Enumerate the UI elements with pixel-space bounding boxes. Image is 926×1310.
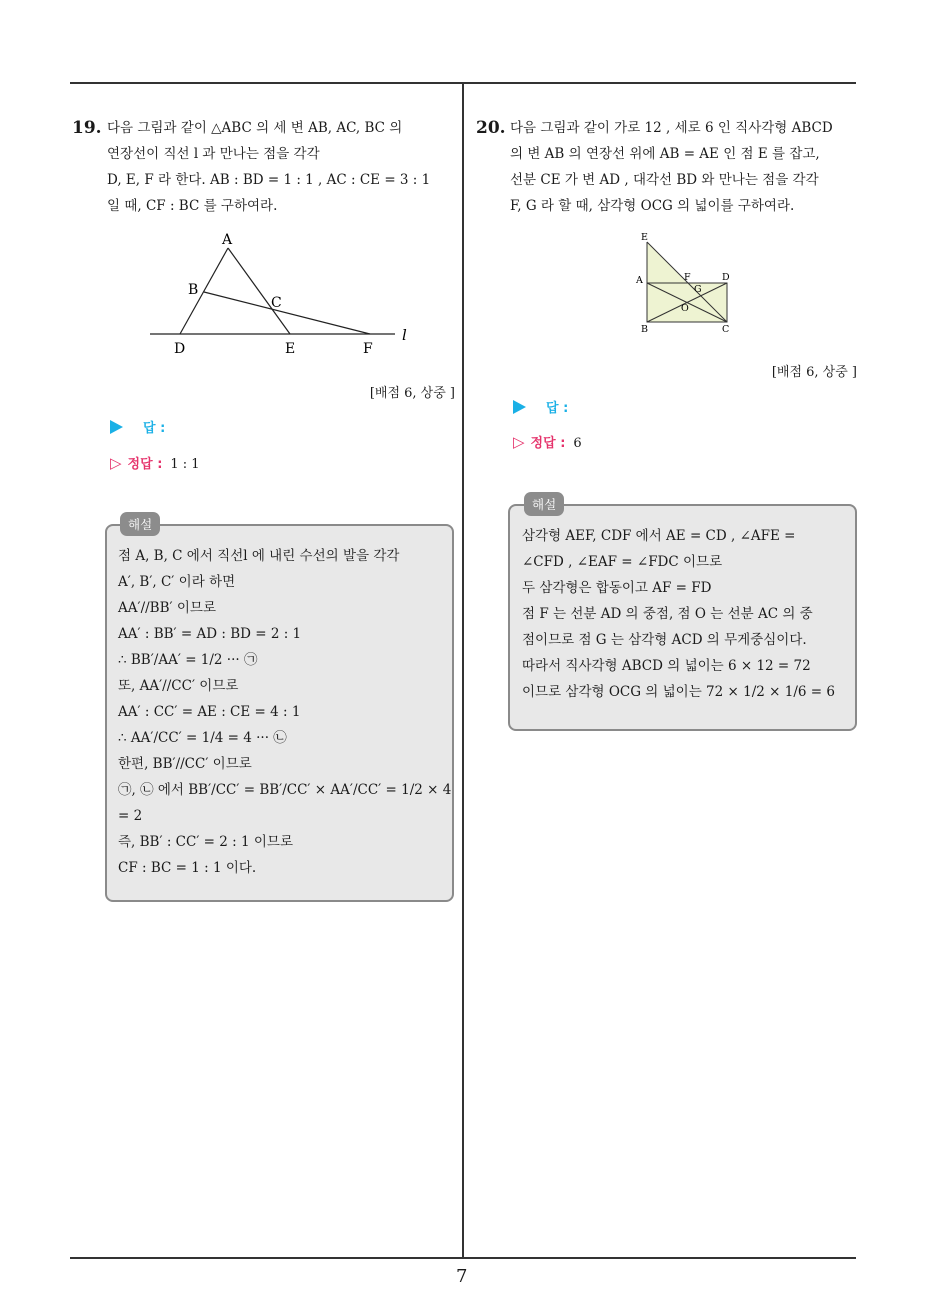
sol19-line-11: 즉, BB′ : CC′ = 2 : 1 이므로 bbox=[118, 834, 294, 850]
q19-correct bbox=[110, 453, 200, 472]
sol19-line-10: ㉠, ㉡ 에서 BB′/CC′ = BB′/CC′ × AA′/CC′ = 1/2 × 4 = 2 bbox=[118, 782, 452, 824]
q19-correct-value: 1 : 1 bbox=[170, 457, 200, 472]
q19-correct-label: 정답 : bbox=[127, 457, 163, 472]
outline-triangle-icon: ▷ bbox=[110, 454, 122, 472]
label-D: D bbox=[174, 341, 186, 357]
q20-answer-label: 답 : bbox=[546, 401, 569, 416]
q20-score: [배점 6, 상중 ] bbox=[771, 365, 857, 380]
column-divider bbox=[462, 82, 464, 1258]
q20-correct-label: 정답 : bbox=[530, 436, 566, 451]
q20-line-2: 의 변 AB 의 연장선 위에 AB = AE 인 점 E 를 잡고, bbox=[510, 146, 820, 162]
q19-line-1: 다음 그림과 같이 △ABC 의 세 변 AB, AC, BC 의 bbox=[107, 120, 403, 136]
q20-correct-value: 6 bbox=[573, 436, 582, 451]
sol20-line-2: ∠CFD , ∠EAF = ∠FDC 이므로 bbox=[522, 554, 723, 570]
label-A: A bbox=[222, 232, 233, 248]
label-C: C bbox=[722, 324, 730, 335]
sol19-line-7: AA′ : CC′ = AE : CE = 4 : 1 bbox=[118, 704, 301, 720]
q20-line-3: 선분 CE 가 변 AD , 대각선 BD 와 만나는 점을 각각 bbox=[510, 172, 819, 188]
sol19-line-3: AA′//BB′ 이므로 bbox=[118, 600, 216, 616]
sol19-line-8: ∴ AA′/CC′ = 1/4 = 4 ··· ㉡ bbox=[118, 730, 287, 746]
play-icon bbox=[110, 420, 123, 434]
q20-number: 20. bbox=[476, 118, 506, 138]
bottom-rule bbox=[70, 1257, 856, 1259]
label-D: D bbox=[722, 272, 730, 283]
label-O: O bbox=[681, 303, 689, 314]
q19-line-3: D, E, F 라 한다. AB : BD = 1 : 1 , AC : CE = 3 : 1 bbox=[107, 172, 431, 188]
q19-number: 19. bbox=[72, 118, 102, 138]
sol19-line-4: AA′ : BB′ = AD : BD = 2 : 1 bbox=[118, 626, 302, 642]
play-icon bbox=[513, 400, 526, 414]
sol20-line-5: 점이므로 점 G 는 삼각형 ACD 의 무게중심이다. bbox=[522, 632, 807, 648]
sol19-line-6: 또, AA′//CC′ 이므로 bbox=[118, 678, 239, 694]
sol19-line-12: CF : BC = 1 : 1 이다. bbox=[118, 860, 257, 876]
q19-text bbox=[107, 115, 457, 219]
q19-solution bbox=[118, 543, 453, 881]
q19-score: [배점 6, 상중 ] bbox=[369, 386, 455, 401]
label-E: E bbox=[285, 341, 296, 357]
sol20-line-4: 점 F 는 선분 AD 의 중점, 점 O 는 선분 AC 의 중 bbox=[522, 606, 813, 622]
sol20-line-6: 따라서 직사각형 ABCD 의 넓이는 6 × 12 = 72 bbox=[522, 658, 811, 674]
sol19-line-5: ∴ BB′/AA′ = 1/2 ··· ㉠ bbox=[118, 652, 258, 668]
label-F: F bbox=[363, 341, 373, 357]
q20-line-1: 다음 그림과 같이 가로 12 , 세로 6 인 직사각형 ABCD bbox=[510, 120, 833, 136]
q20-text bbox=[510, 115, 860, 219]
q19-solution-tag: 해설 bbox=[120, 512, 160, 536]
page-number: 7 bbox=[456, 1266, 468, 1287]
label-B: B bbox=[641, 324, 648, 335]
q20-solution-tag: 해설 bbox=[524, 492, 564, 516]
q20-solution bbox=[522, 523, 857, 705]
label-l: l bbox=[402, 326, 407, 344]
sol19-line-2: A′, B′, C′ 이라 하면 bbox=[118, 574, 236, 590]
q20-figure bbox=[630, 228, 745, 338]
q19-line-4: 일 때, CF : BC 를 구하여라. bbox=[107, 198, 278, 214]
q20-answer bbox=[513, 397, 568, 416]
q20-line-4: F, G 라 할 때, 삼각형 OCG 의 넓이를 구하여라. bbox=[510, 198, 795, 214]
q19-figure bbox=[140, 225, 430, 360]
label-F: F bbox=[684, 272, 691, 283]
segment-BF bbox=[204, 292, 370, 334]
label-C: C bbox=[271, 295, 282, 311]
label-A: A bbox=[636, 275, 643, 286]
label-B: B bbox=[188, 282, 199, 298]
q19-answer-label: 답 : bbox=[143, 421, 166, 436]
label-G: G bbox=[694, 284, 702, 295]
q20-correct bbox=[513, 432, 582, 451]
segment-AE bbox=[228, 248, 290, 334]
q19-answer bbox=[110, 417, 165, 436]
sol20-line-7: 이므로 삼각형 OCG 의 넓이는 72 × 1/2 × 1/6 = 6 bbox=[522, 684, 835, 700]
sol20-line-1: 삼각형 AEF, CDF 에서 AE = CD , ∠AFE = bbox=[522, 528, 796, 544]
label-E: E bbox=[641, 232, 648, 243]
sol19-line-1: 점 A, B, C 에서 직선l 에 내린 수선의 발을 각각 bbox=[118, 548, 400, 564]
sol20-line-3: 두 삼각형은 합동이고 AF = FD bbox=[522, 580, 712, 596]
outline-triangle-icon: ▷ bbox=[513, 433, 525, 451]
sol19-line-9: 한편, BB′//CC′ 이므로 bbox=[118, 756, 252, 772]
q19-line-2: 연장선이 직선 l 과 만나는 점을 각각 bbox=[107, 146, 320, 162]
